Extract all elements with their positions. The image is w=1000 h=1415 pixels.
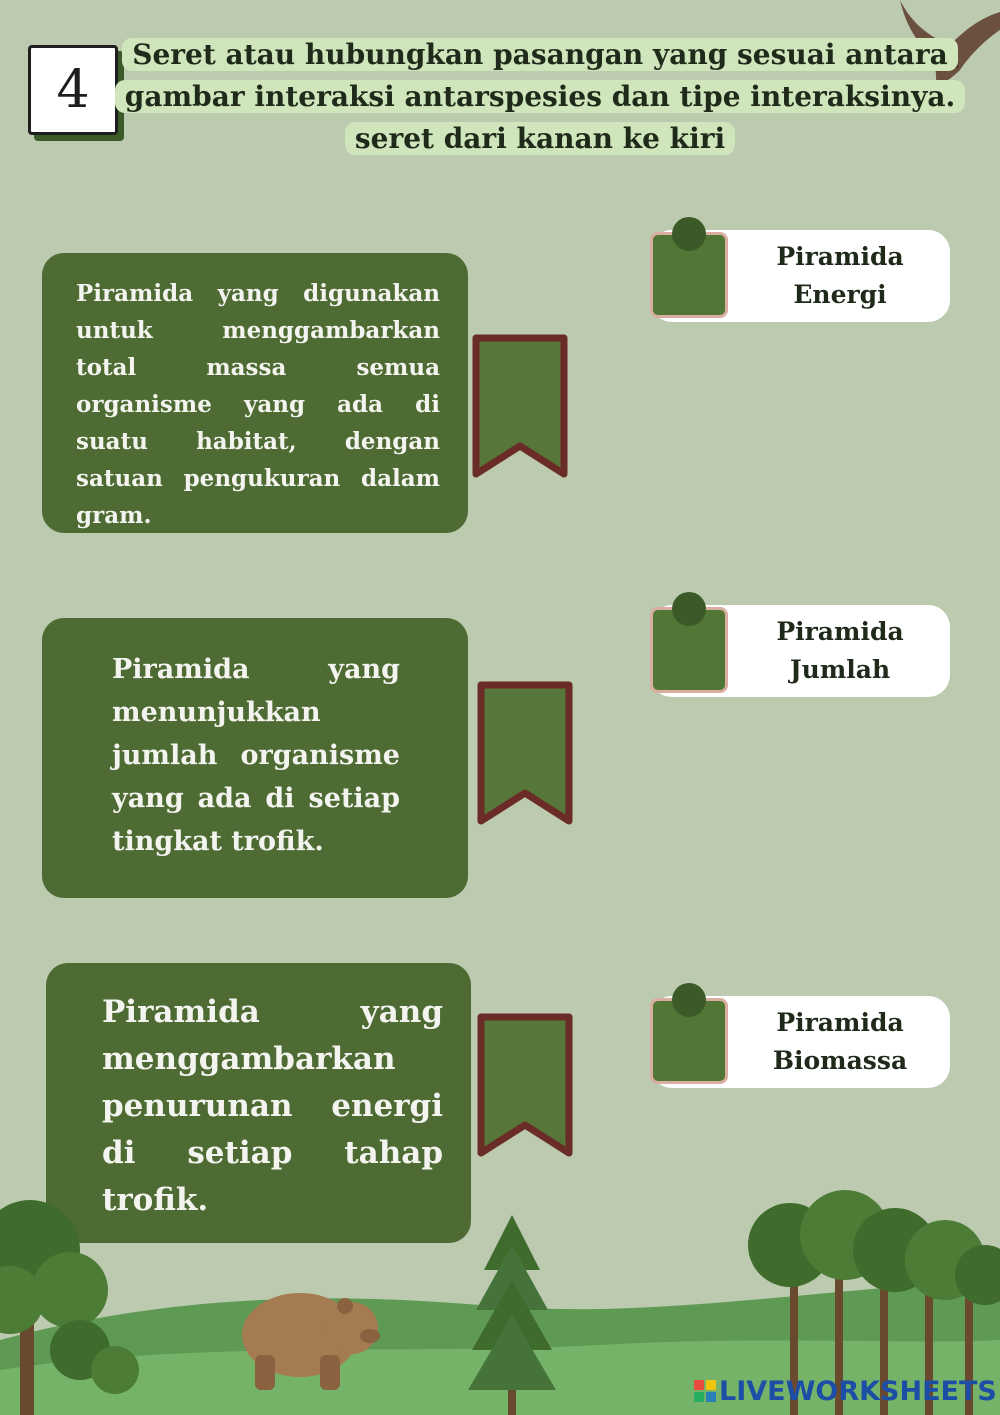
instruction-line-1: Seret atau hubungkan pasangan yang sesuai antara bbox=[122, 38, 957, 71]
answer-piramida-jumlah[interactable] bbox=[650, 605, 950, 697]
prompt-text-1: Piramida yang digunakan untuk menggambarkan total massa semua organisme yang ada di suatu habitat, dengan satuan pengukuran dalam gram. bbox=[76, 280, 440, 529]
drop-slot-3[interactable] bbox=[475, 1013, 575, 1161]
prompt-text-2: Piramida yang menunjukkan jumlah organisme yang ada di setiap tingkat trofik. bbox=[112, 654, 400, 857]
answer-label: Piramida Energi bbox=[776, 242, 904, 309]
answer-piramida-biomassa[interactable] bbox=[650, 996, 950, 1088]
prompt-card-1 bbox=[42, 253, 468, 533]
drop-slot-1[interactable] bbox=[470, 334, 570, 482]
answer-label: Piramida Biomassa bbox=[772, 1008, 908, 1075]
question-number-box bbox=[28, 45, 118, 135]
question-number: 4 bbox=[56, 60, 90, 120]
instruction-text bbox=[110, 34, 970, 160]
tab-pin-icon bbox=[672, 592, 706, 626]
brand-watermark: LIVEWORKSHEETS bbox=[719, 1376, 997, 1407]
instruction-line-2: gambar interaksi antarspesies dan tipe interaksinya. bbox=[115, 80, 965, 113]
liveworksheets-logo-icon bbox=[694, 1380, 716, 1402]
answer-piramida-energi[interactable] bbox=[650, 230, 950, 322]
drop-slot-2[interactable] bbox=[475, 681, 575, 829]
prompt-text-3: Piramida yang menggambarkan penurunan energi di setiap tahap trofik. bbox=[102, 994, 443, 1218]
landscape-illustration bbox=[0, 1140, 1000, 1415]
tab-pin-icon bbox=[672, 217, 706, 251]
instruction-line-3: seret dari kanan ke kiri bbox=[345, 122, 735, 155]
prompt-card-2 bbox=[42, 618, 468, 898]
answer-label: Piramida Jumlah bbox=[776, 617, 904, 684]
tab-pin-icon bbox=[672, 983, 706, 1017]
